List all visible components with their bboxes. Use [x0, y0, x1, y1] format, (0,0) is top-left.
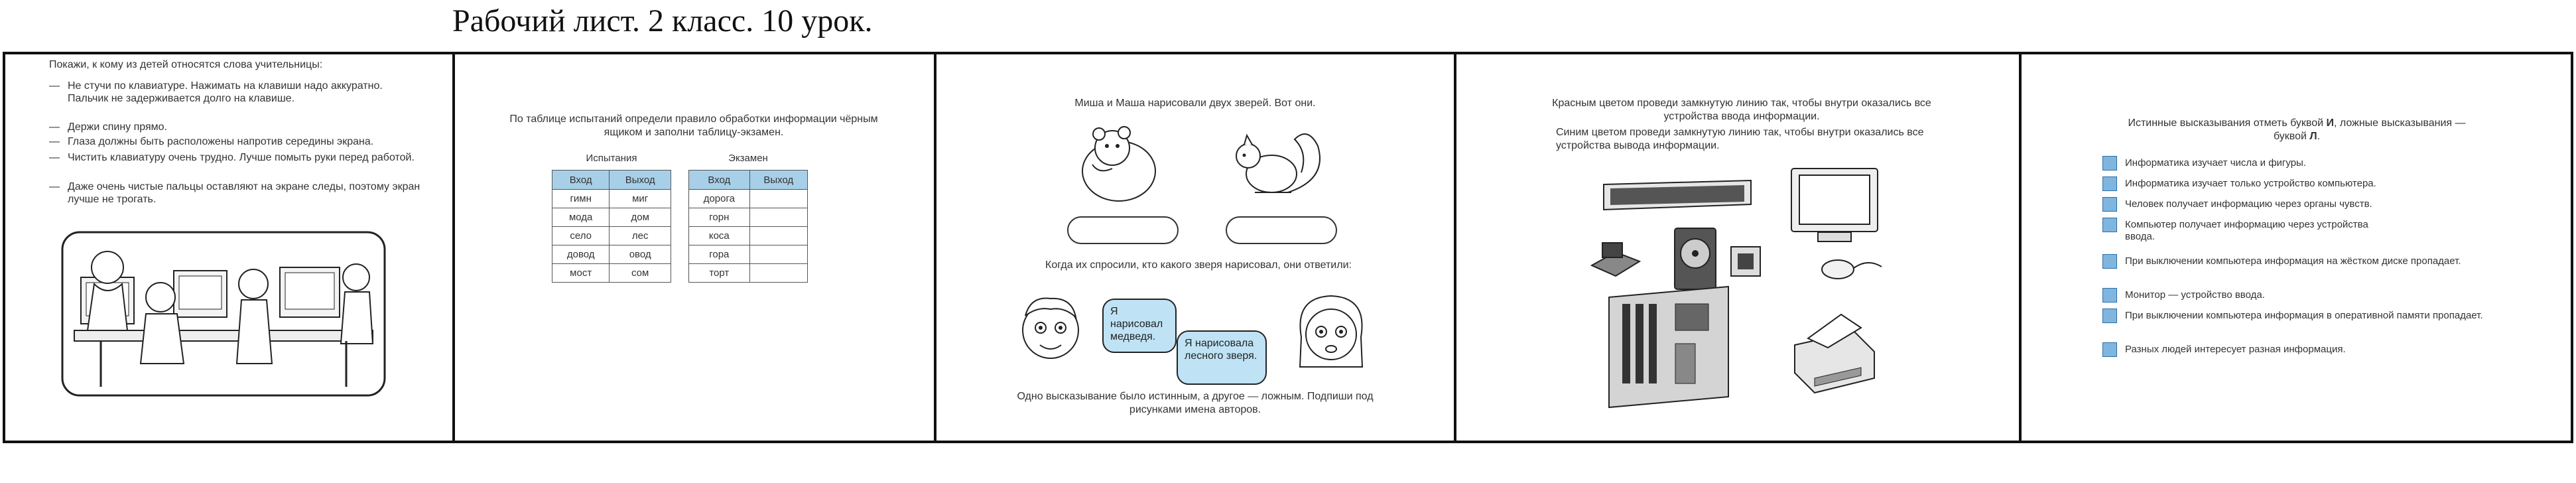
statement-text: Компьютер получает информацию через устройства ввода.: [2125, 219, 2368, 242]
exam-header-input: Вход: [689, 171, 750, 190]
true-letter: И: [2326, 117, 2335, 129]
answer-checkbox[interactable]: [2102, 288, 2117, 303]
squirrel-illustration: [1228, 126, 1328, 202]
author-answer-oval-2[interactable]: [1226, 216, 1337, 244]
table-row: [689, 227, 808, 245]
monitor-illustration: [1785, 166, 1884, 245]
answer-checkbox[interactable]: [2102, 309, 2117, 323]
hard-disk-illustration: [1672, 226, 1718, 292]
statement-text: Монитор — устройство ввода.: [2125, 289, 2265, 301]
rule-item: — Глаза должны быть расположены напротив середины экрана.: [49, 135, 439, 148]
children-at-computers-illustration: [61, 231, 386, 397]
panel-logic-animals: [936, 52, 1456, 443]
table-cell: лес: [610, 227, 671, 245]
exam-answer-cell[interactable]: [749, 227, 807, 245]
panel-true-false: [2022, 52, 2573, 443]
panel3-footer: Одно высказывание было истинным, а другое — ложным. Подпиши под рисунками имена авторов.: [1017, 391, 1374, 415]
table-cell: овод: [610, 245, 671, 264]
false-letter: Л: [2309, 131, 2317, 142]
masha-speech-bubble: Я нарисовала лесного зверя.: [1177, 330, 1267, 385]
statement-text: Человек получает информацию через органы чувств.: [2125, 198, 2372, 210]
table-cell: торт: [689, 264, 750, 283]
table-row: [689, 245, 808, 264]
exam-answer-cell[interactable]: [749, 208, 807, 227]
table-row: [552, 227, 671, 245]
exam-answer-cell[interactable]: [749, 190, 807, 208]
table-cell: дом: [610, 208, 671, 227]
worksheet-title: Рабочий лист. 2 класс. 10 урок.: [452, 3, 873, 38]
keyboard-illustration: [1601, 178, 1754, 212]
misha-speech-bubble: Я нарисовал медведя.: [1102, 299, 1177, 353]
table-row: [552, 208, 671, 227]
motherboard-illustration: [1602, 284, 1735, 410]
panel5-instruction: [2121, 117, 2473, 143]
rule-item: — Не стучи по клавиатуре. Нажимать на клавиши надо аккуратно. Пальчик не задерживается долго на клавише.: [49, 80, 426, 105]
instruction-text: , ложные высказывания — буквой: [2273, 117, 2466, 142]
table-cell: мода: [552, 208, 610, 227]
table-cell: дорога: [689, 190, 750, 208]
answer-checkbox[interactable]: [2102, 197, 2117, 212]
panel2-instruction: По таблице испытаний определи правило обработки информации чёрным ящиком и заполни таблицу-экзамен.: [509, 113, 878, 138]
table-cell: мост: [552, 264, 610, 283]
answer-checkbox[interactable]: [2102, 218, 2117, 232]
panel-black-box: [455, 52, 936, 443]
table-cell: коса: [689, 227, 750, 245]
panel3-intro: Миша и Маша нарисовали двух зверей. Вот они.: [1074, 98, 1316, 109]
answer-checkbox[interactable]: [2102, 254, 2117, 269]
table-row: [689, 208, 808, 227]
answer-checkbox[interactable]: [2102, 176, 2117, 191]
table-cell: миг: [610, 190, 671, 208]
table-row: [552, 245, 671, 264]
tests-header-input: Вход: [552, 171, 610, 190]
table-cell: горн: [689, 208, 750, 227]
instruction-text: .: [2317, 131, 2321, 142]
table-cell: довод: [552, 245, 610, 264]
exam-header-output: Выход: [749, 171, 807, 190]
statement-text: При выключении компьютера информация в оперативной памяти пропадает.: [2125, 310, 2483, 321]
rule-item: — Держи спину прямо.: [49, 121, 426, 133]
exam-table: [688, 170, 808, 283]
table-row: [689, 264, 808, 283]
author-answer-oval-1[interactable]: [1067, 216, 1179, 244]
answer-checkbox[interactable]: [2102, 156, 2117, 171]
output-devices-instruction: Синим цветом проведи замкнутую линию так, чтобы внутри оказались все устройства вывода информации.: [1556, 127, 1924, 151]
table-row: [552, 190, 671, 208]
panel3-question: Когда их спросили, кто какого зверя нарисовал, они ответили:: [1045, 259, 1352, 271]
misha-face-illustration: [1011, 289, 1090, 369]
exam-answer-cell[interactable]: [749, 245, 807, 264]
instruction-text: Истинные высказывания отметь буквой: [2128, 117, 2327, 129]
input-devices-instruction: Красным цветом проведи замкнутую линию так, чтобы внутри оказались все устройства ввода информации.: [1552, 98, 1931, 122]
answer-checkbox[interactable]: [2102, 342, 2117, 357]
table-cell: сом: [610, 264, 671, 283]
table-cell: гимн: [552, 190, 610, 208]
table-cell: село: [552, 227, 610, 245]
statement-text: Информатика изучает числа и фигуры.: [2125, 157, 2307, 169]
rule-item: — Чистить клавиатуру очень трудно. Лучше помыть руки перед работой.: [49, 151, 426, 164]
panel1-heading: Покажи, к кому из детей относятся слова учительницы:: [49, 59, 323, 70]
mouse-illustration: [1818, 255, 1884, 281]
table-row: [689, 190, 808, 208]
exam-answer-cell[interactable]: [749, 264, 807, 283]
table-row: [552, 264, 671, 283]
bear-illustration: [1072, 125, 1165, 204]
rule-item: — Даже очень чистые пальцы оставляют на экране следы, поэтому экран лучше не трогать.: [49, 180, 426, 206]
tests-table: [552, 170, 671, 283]
exam-caption: Экзамен: [728, 153, 768, 164]
floppy-drive-illustration: [1589, 239, 1642, 279]
statement-text: Разных людей интересует разная информация.: [2125, 344, 2346, 355]
panel-io-devices: [1456, 52, 2022, 443]
tests-caption: Испытания: [586, 153, 637, 164]
processor-chip-illustration: [1727, 243, 1764, 280]
tests-header-output: Выход: [610, 171, 671, 190]
printer-illustration: [1781, 312, 1881, 398]
table-cell: гора: [689, 245, 750, 264]
masha-face-illustration: [1288, 291, 1374, 374]
statement-text: При выключении компьютера информация на жёстком диске пропадает.: [2125, 255, 2461, 267]
statement-text: Информатика изучает только устройство компьютера.: [2125, 178, 2376, 189]
panel-keyboard-rules: [3, 52, 455, 443]
